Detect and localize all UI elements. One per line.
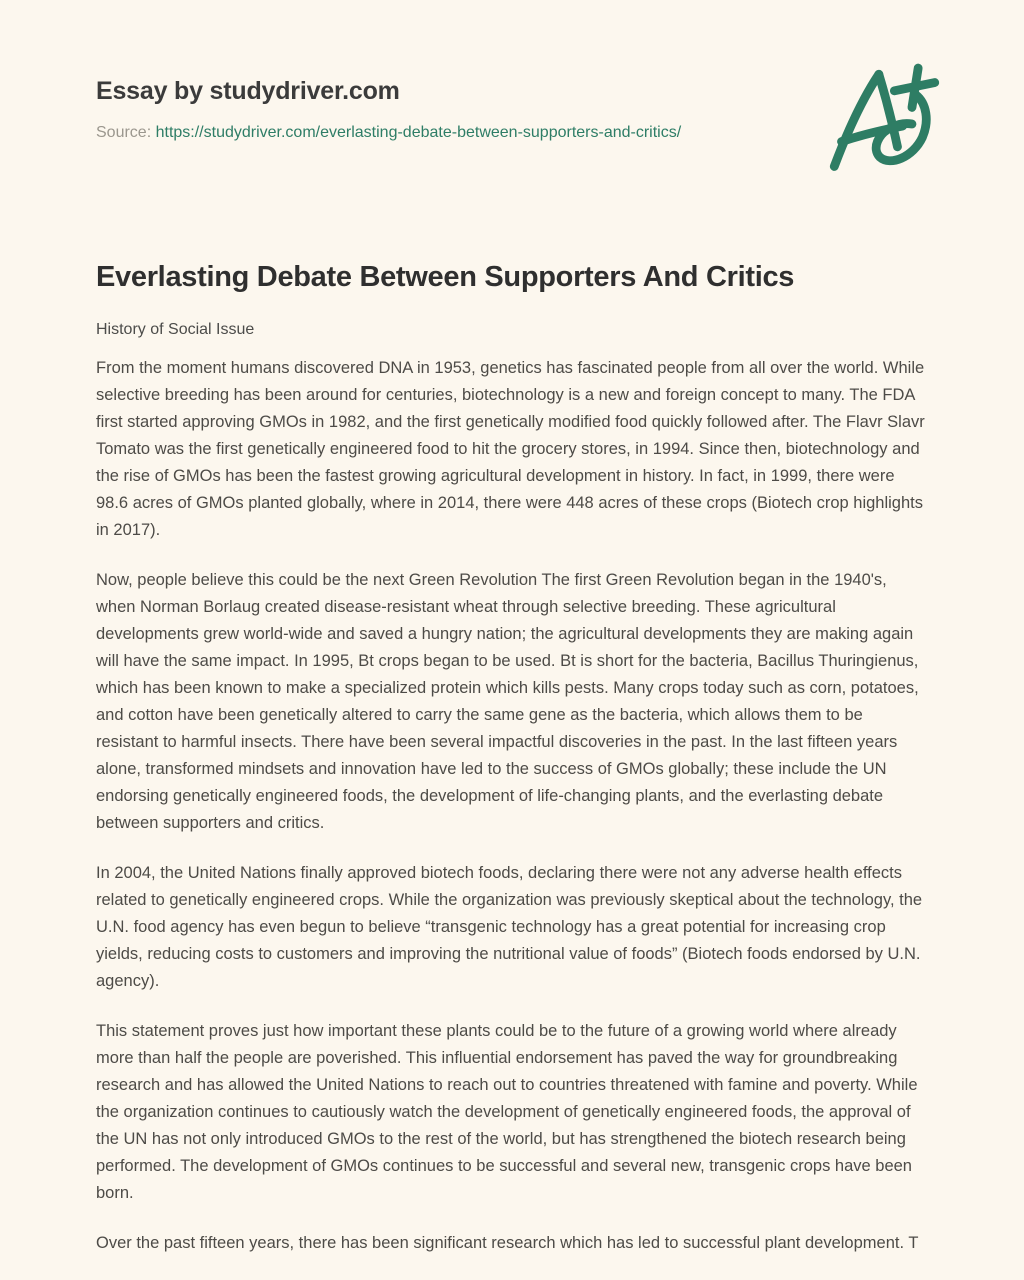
essay-paragraph-4: This statement proves just how important these plants could be to the future of a growing world where already more than half the people are poverished. This influential endorsement has paved the way for groundbreaking research and has allowed the United Nations to reach out to countries threatened with famine and poverty. While the organization continues to cautiously watch the development of genetically engineered foods, the approval of the UN has not only introduced GMOs to the rest of the world, but has strengthened the biotech research being performed. The development of GMOs continues to be successful and several new, transgenic crops have been born. (96, 1022, 918, 1202)
essay-paragraph-2: Now, people believe this could be the next Green Revolution The first Green Revolution began in the 1940's, when Norman Borlaug created disease-resistant wheat through selective breeding. These agricultural developments grew world-wide and saved a hungry nation; the agricultural developments they are making again will have the same impact. In 1995, Bt crops began to be used. Bt is short for the bacteria, Bacillus Thuringienus, which has been known to make a specialized protein which kills pests. Many crops today such as corn, potatoes, and cotton have been genetically altered to carry the same gene as the bacteria, which allows them to be resistant to harmful insects. There have been several impactful discoveries in the past. In the last fifteen years alone, transformed mindsets and innovation have led to the success of GMOs globally; these include the UN endorsing genetically engineered foods, the development of life-changing plants, and the everlasting debate between supporters and critics. (96, 571, 919, 832)
source-line (96, 123, 929, 143)
essay-paragraph-3: In 2004, the United Nations finally approved biotech foods, declaring there were not any adverse health effects related to genetically engineered crops. While the organization was previously skeptical about the technology, the U.N. food agency has even begun to believe “transgenic technology has a great potential for increasing crop yields, reducing costs to customers and improving the nutritional value of foods” (Biotech foods endorsed by U.N. agency). (96, 864, 923, 990)
article-title: Everlasting Debate Between Supporters And Critics (96, 261, 795, 293)
essay-byline: Essay by studydriver.com (96, 77, 400, 105)
source-link[interactable]: https://studydriver.com/everlasting-debate-between-supporters-and-critics/ (155, 124, 682, 141)
source-label: Source: (96, 124, 152, 141)
article-subtitle: History of Social Issue (96, 321, 255, 338)
essay-paragraph-1: From the moment humans discovered DNA in 1953, genetics has fascinated people from all over the world. While selective breeding has been around for centuries, biotechnology is a new and foreign concept to many. The FDA first started approving GMOs in 1982, and the first genetically modified food quickly followed after. The Flavr Slavr Tomato was the first genetically engineered food to hit the grocery stores, in 1994. Since then, biotechnology and the rise of GMOs has been the fastest growing agricultural development in history. In fact, in 1999, there were 98.6 acres of GMOs planted globally, where in 2014, there were 448 acres of these crops (Biotech crop highlights in 2017). (96, 359, 925, 539)
essay-paragraph-5: Over the past fifteen years, there has been significant research which has led to successful plant development. T (96, 1234, 919, 1252)
essay-body (96, 355, 929, 1257)
page-content (96, 0, 929, 1280)
